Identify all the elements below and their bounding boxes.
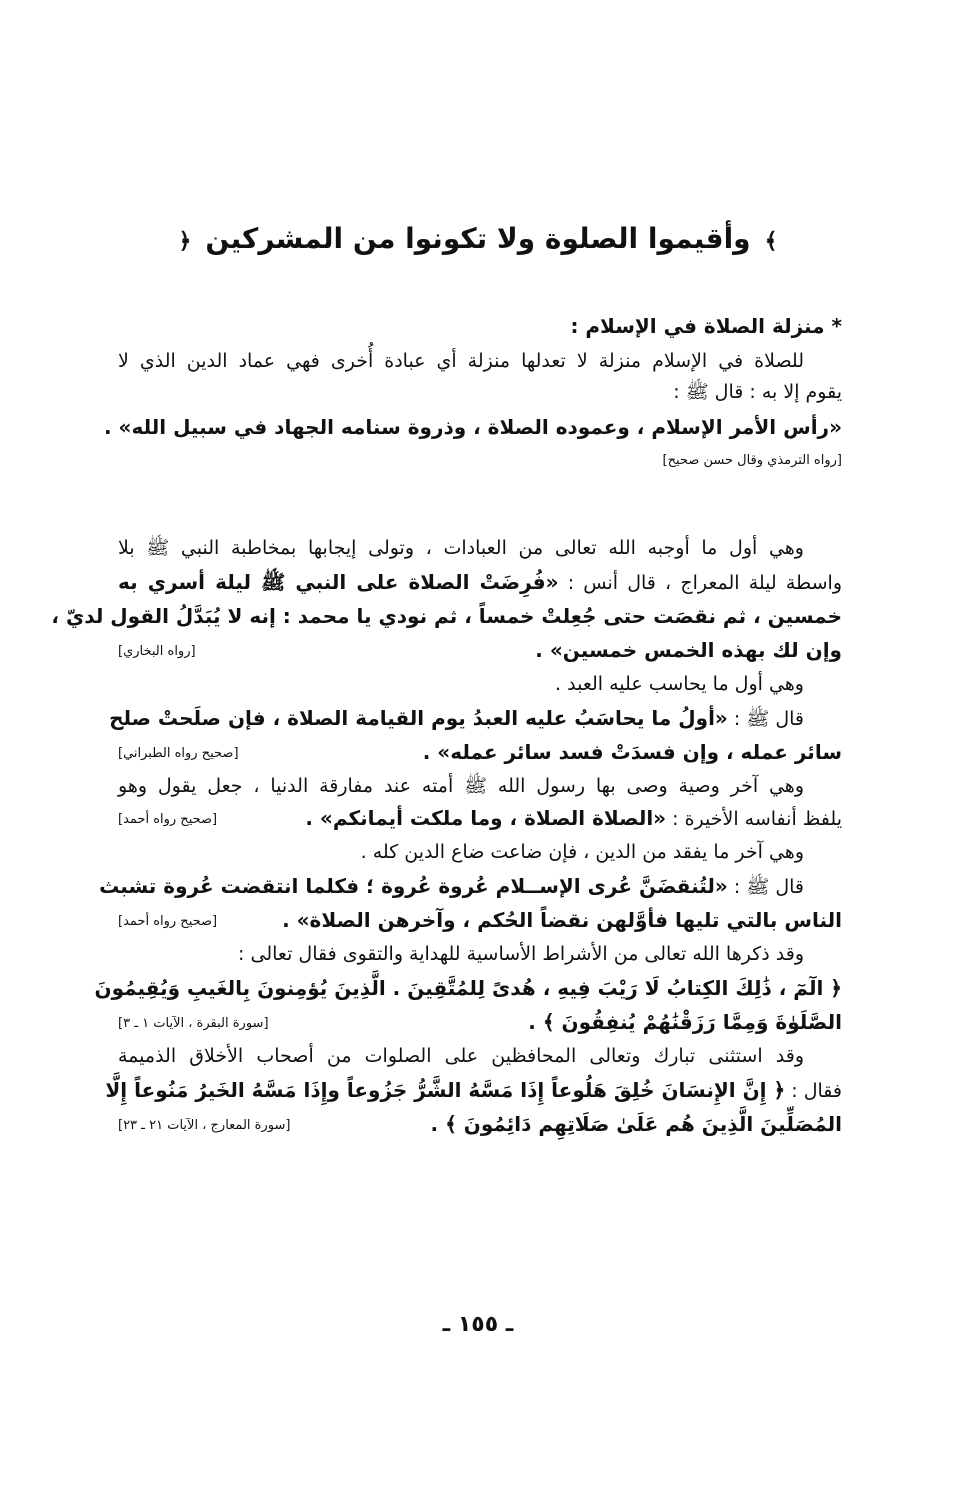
hadith-line <box>103 412 842 443</box>
text-line <box>118 1041 842 1071</box>
line-text: يلفظ أنفاسه الأخيرة : <box>666 808 842 830</box>
citation: [رواه البخاري] <box>118 644 196 659</box>
line-text: وقد استثنى تبارك وتعالى المحافظين على الصلوات من أصحاب الأخلاق الذميمة <box>118 1045 804 1067</box>
text-line <box>118 346 842 376</box>
citation: [رواه الترمذي وقال حسن صحيح] <box>662 453 842 468</box>
hadith-text: خمسين ، ثم نقصَت حتى جُعِلتْ خمساً ، ثم نودي يا محمد : إنه لا يُبَدَّلُ القول لديّ ، <box>51 604 842 628</box>
hadith-line <box>118 905 842 936</box>
quran-text: الصَّلَوٰةَ وَمِمَّا رَزَقْنَٰهُمْ يُنفِقُونَ ﴾ . <box>528 1010 842 1034</box>
line-text: للصلاة في الإسلام منزلة لا تعدلها منزلة أي عبادة أُخرى فهي عماد الدين الذي لا <box>118 350 804 372</box>
text-line <box>118 669 842 699</box>
hadith-text: «الصلاة الصلاة ، وما ملكت أيمانكم» . <box>305 806 667 830</box>
ornament-bracket-icon: ﴿ <box>178 229 192 254</box>
line-text: قال ﷺ : <box>727 708 804 730</box>
hadith-text: وإن لك بهذه الخمس خمسين» . <box>535 638 842 662</box>
quran-text: المُصَلِّينَ الَّذِينَ هُم عَلَىٰ صَلَاتِهِم دَائِمُونَ ﴾ . <box>430 1112 842 1136</box>
hadith-text: «فُرِضَتْ الصلاة على النبي ﷺ ليلة أسري به <box>118 570 559 594</box>
quran-text: ﴿ إِنَّ الإِنسَانَ خُلِقَ هَلُوعاً إِذَا مَسَّهُ الشَّرُّ جَزُوعاً وإِذَا مَسَّهُ الخَيرُ مَنُوعاً إِلَّا <box>105 1078 786 1102</box>
line-text: وقد ذكرها الله تعالى من الأشراط الأساسية للهداية والتقوى فقال تعالى : <box>238 943 804 965</box>
ornament-bracket-icon: ﴾ <box>764 229 778 254</box>
hadith-line <box>118 737 842 768</box>
section-heading: * منزلة الصلاة في الإسلام : <box>570 314 842 338</box>
hadith-text: «رأس الأمر الإسلام ، وعموده الصلاة ، وذروة سنامه الجهاد في سبيل الله» . <box>103 415 842 439</box>
line-text: وهي آخر ما يفقد من الدين ، فإن ضاعت ضاع الدين كله . <box>360 841 804 863</box>
citation: [صحيح رواه أحمد] <box>118 914 218 929</box>
chapter-title <box>0 222 956 255</box>
citation: [سورة المعارج ، الآيات ٢١ ـ ٢٣] <box>118 1118 291 1133</box>
chapter-title-text: وأقيموا الصلوة ولا تكونوا من المشركين <box>205 222 751 255</box>
citation: [صحيح رواه الطبراني] <box>118 746 239 761</box>
text-line <box>118 837 842 867</box>
line-text: واسطة ليلة المعراج ، قال أنس : <box>558 572 843 594</box>
text-line <box>118 803 842 834</box>
hadith-line <box>51 601 842 632</box>
line-text: وهي أول ما أوجبه الله تعالى من العبادات ، وتولى إيجابها بمخاطبة النبي ﷺ بلا <box>118 537 804 559</box>
page-number: ـ ١٥٥ ـ <box>442 1312 514 1337</box>
line-text: وهي آخر وصية وصى بها رسول الله ﷺ أمته عند مفارقة الدنيا ، جعل يقول وهو <box>118 775 804 797</box>
text-line <box>118 939 842 969</box>
line-text: فقال : <box>785 1080 842 1102</box>
quran-line <box>118 1007 842 1038</box>
text-line <box>118 567 842 598</box>
line-text: وهي أول ما يحاسب عليه العبد . <box>555 673 804 695</box>
text-line <box>109 703 842 734</box>
text-line <box>118 533 842 563</box>
line-text: يقوم إلا به : قال ﷺ : <box>673 381 842 403</box>
quran-line <box>94 973 842 1004</box>
hadith-line <box>118 635 842 666</box>
text-line <box>118 377 842 407</box>
quran-line <box>118 1109 842 1140</box>
text-line <box>99 871 842 902</box>
text-line <box>118 771 842 801</box>
hadith-text: سائر عمله ، وإن فسدَتْ فسد سائر عمله» . <box>422 740 842 764</box>
citation: [سورة البقرة ، الآيات ١ ـ ٣] <box>118 1016 269 1031</box>
hadith-text: «أولُ ما يحاسَبُ عليه العبدُ يوم القيامة الصلاة ، فإن صلَحتْ صلح <box>109 706 728 730</box>
line-text: قال ﷺ : <box>727 876 804 898</box>
hadith-text: الناس بالتي تليها فأوَّلهن نقضاً الحُكم ، وآخرهن الصلاة» . <box>282 908 842 932</box>
hadith-text: «لتُنقضَنَّ عُرى الإســلام عُروة عُروة ؛ فكلما انتقضت عُروة تشبث <box>99 874 728 898</box>
text-line <box>105 1075 842 1106</box>
quran-text: ﴿ الٓمٓ ، ذَٰلِكَ الكِتابُ لَا رَيْبَ فِيهِ ، هُدىً لِلمُتَّقِينَ . الَّذِينَ يُؤمِنونَ بِالغَيبِ وَيُقِيمُونَ <box>94 976 842 1000</box>
citation: [صحيح رواه أحمد] <box>118 812 218 827</box>
